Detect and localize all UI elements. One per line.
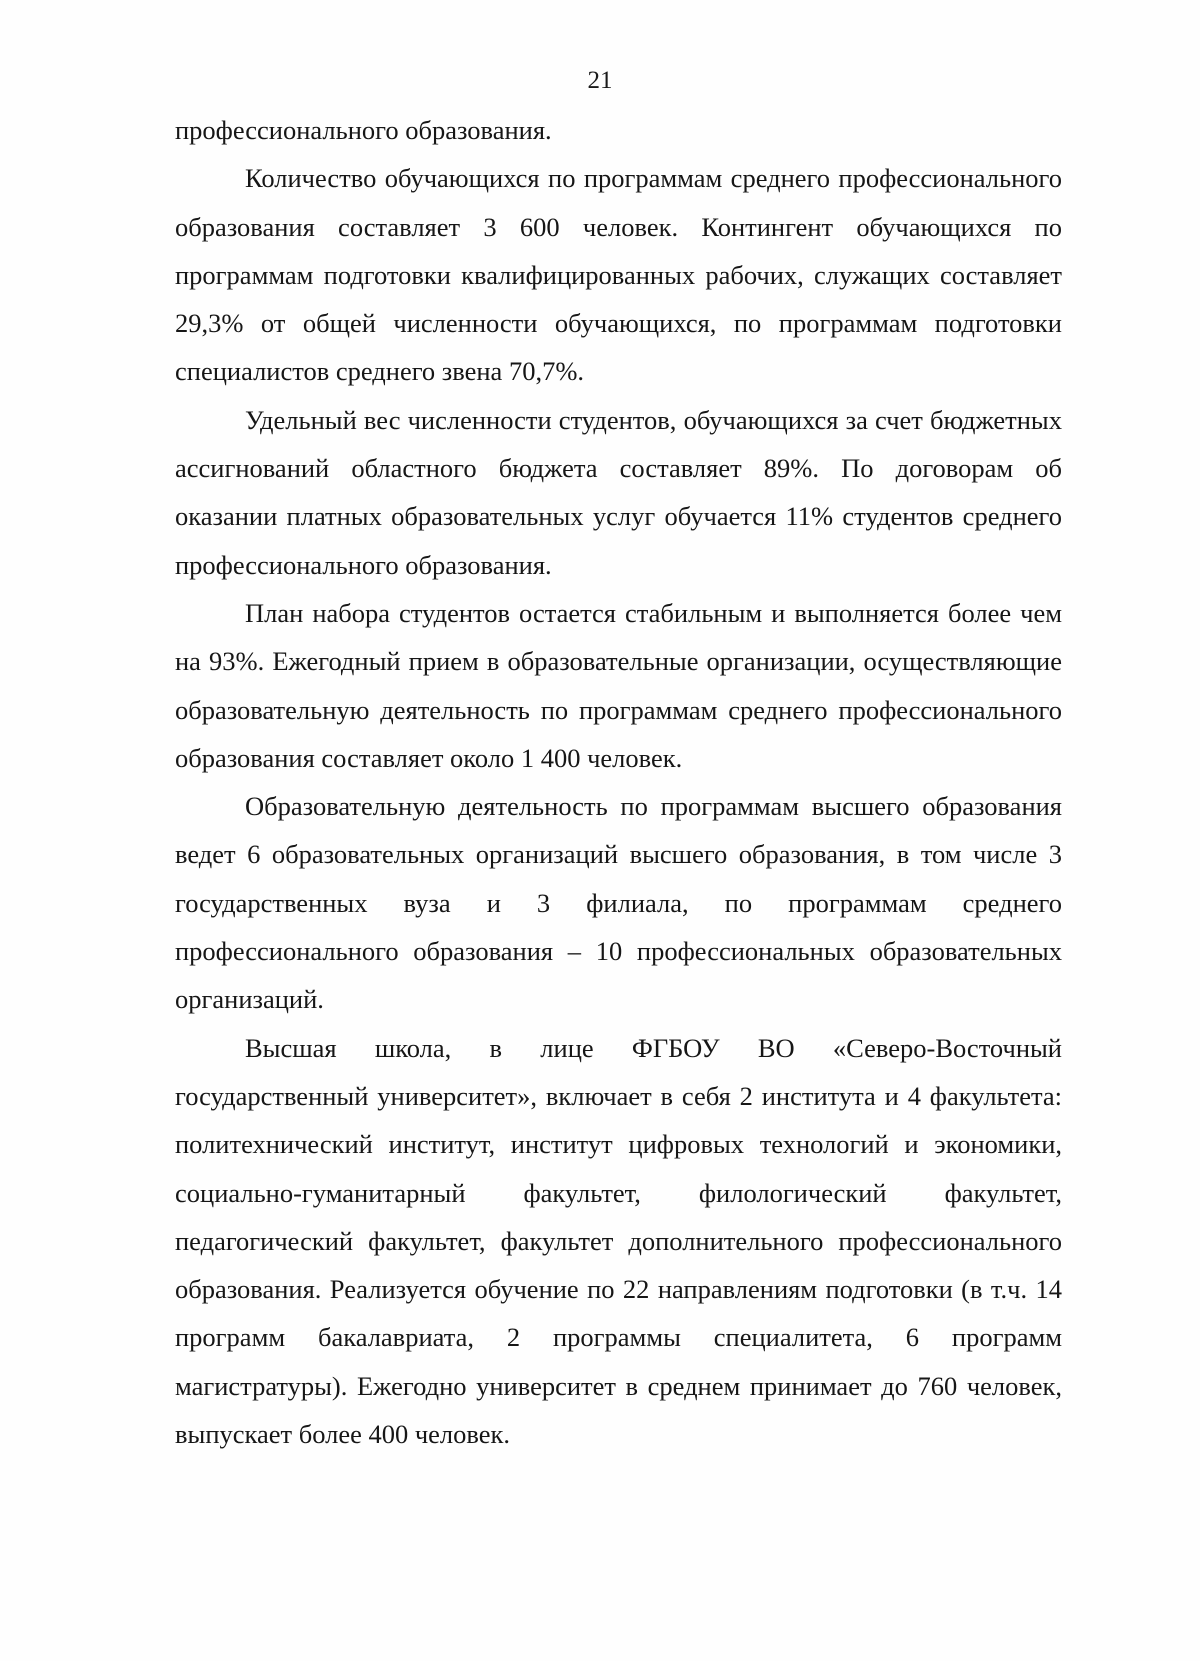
paragraph-continuation: профессионального образования. (175, 115, 552, 145)
paragraph-higher-education: Образовательную деятельность по программам высшего образования ведет 6 образовательных организаций высшего образования, в том числе 3 государственных вуза и 3 филиала, по программам среднего профессионального образования – 10 профессиональных образовательных организаций. (175, 791, 1062, 1015)
paragraph-spo-enrollment: Количество обучающихся по программам среднего профессионального образования составляет 3 600 человек. Контингент обучающихся по программам подготовки квалифицированных рабочих, служащих составляет 29,3% от общей численности обучающихся, по программам подготовки специалистов среднего звена 70,7%. (175, 163, 1062, 387)
paragraph-admission-plan: План набора студентов остается стабильным и выполняется более чем на 93%. Ежегодный прием в образовательные организации, осуществляющие образовательную деятельность по программам среднего профессионального образования составляет около 1 400 человек. (175, 597, 1062, 773)
page-number: 21 (587, 67, 613, 94)
paragraph-budget-share: Удельный вес численности студентов, обучающихся за счет бюджетных ассигнований областного бюджета составляет 89%. По договорам об оказании платных образовательных услуг обучается 11% студентов среднего профессионального образования. (175, 404, 1062, 580)
document-body (175, 106, 1062, 1458)
paragraph-university: Высшая школа, в лице ФГБОУ ВО «Северо-Восточный государственный университет», включает в себя 2 института и 4 факультета: политехнический институт, институт цифровых технологий и экономики, социально-гуманитарный факультет, филологический факультет, педагогический факультет, факультет дополнительного профессионального образования. Реализуется обучение по 22 направлениям подготовки (в т.ч. 14 программ бакалавриата, 2 программы специалитета, 6 программ магистратуры). Ежегодно университет в среднем принимает до 760 человек, выпускает более 400 человек. (175, 1032, 1062, 1450)
